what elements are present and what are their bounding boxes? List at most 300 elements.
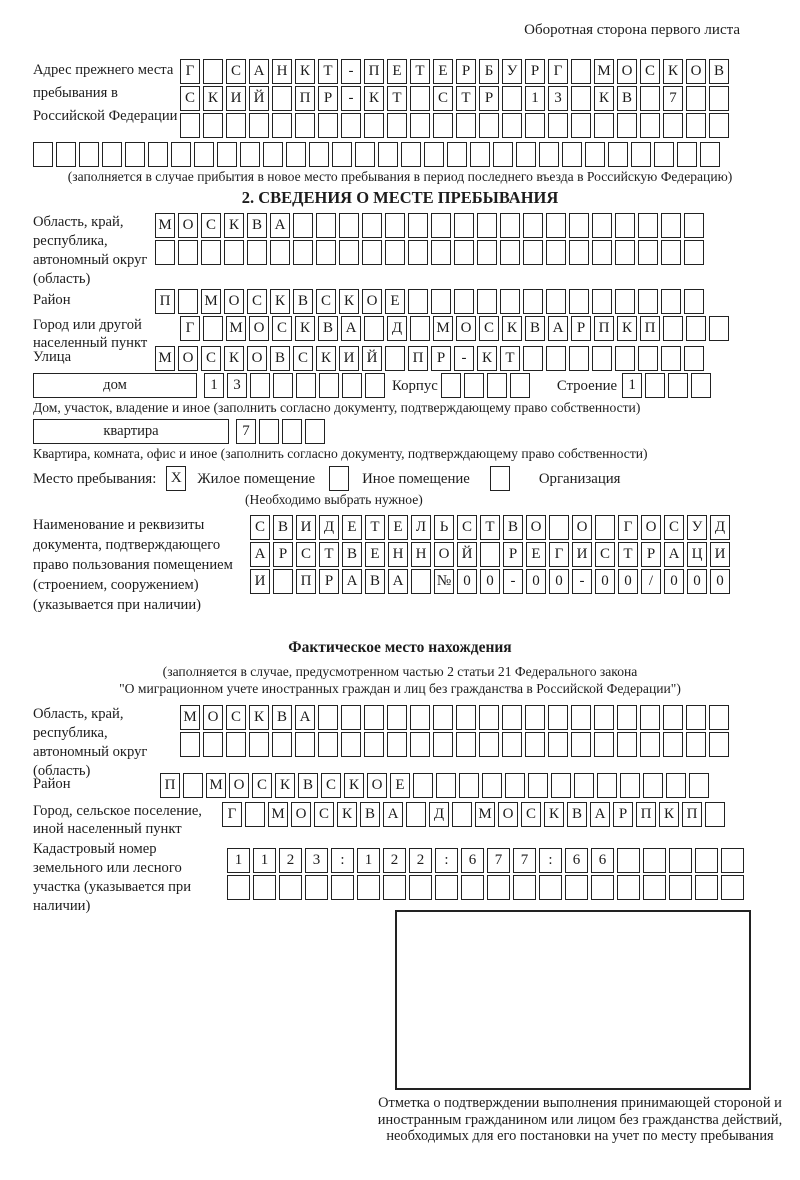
char-cell: К — [295, 59, 315, 84]
char-cell — [523, 346, 543, 371]
char-cell — [339, 213, 359, 238]
char-cell — [669, 875, 692, 900]
char-cell — [571, 732, 591, 757]
char-cell — [309, 142, 329, 167]
city-cells — [180, 316, 732, 341]
city2-row — [33, 802, 800, 838]
char-cell: В — [365, 569, 385, 594]
char-cell — [435, 875, 458, 900]
char-cell: П — [160, 773, 180, 798]
char-cell: И — [339, 346, 359, 371]
cadastral-block — [33, 840, 800, 920]
char-cell — [594, 705, 614, 730]
char-cell: К — [344, 773, 364, 798]
char-cell: В — [272, 705, 292, 730]
char-cell: Г — [549, 542, 569, 567]
char-cell — [549, 515, 569, 540]
char-cell: 0 — [687, 569, 707, 594]
char-cell — [502, 705, 522, 730]
char-cell — [249, 732, 269, 757]
region-block — [33, 213, 800, 289]
char-cell: 0 — [595, 569, 615, 594]
char-cell — [456, 113, 476, 138]
char-cell — [362, 240, 382, 265]
char-cell: А — [342, 569, 362, 594]
char-cell — [525, 705, 545, 730]
char-cell: О — [178, 213, 198, 238]
char-cell: Й — [362, 346, 382, 371]
char-cell — [316, 213, 336, 238]
house-box-label: дом — [33, 373, 197, 398]
char-cell — [479, 732, 499, 757]
char-cell — [709, 113, 729, 138]
char-cell — [638, 346, 658, 371]
char-cell: Б — [479, 59, 499, 84]
street-cells — [155, 346, 707, 371]
char-cell — [617, 848, 640, 873]
char-cell — [591, 875, 614, 900]
char-cell — [203, 732, 223, 757]
char-cell — [362, 213, 382, 238]
stay-type-note: (Необходимо выбрать нужное) — [245, 492, 423, 507]
char-cell — [546, 289, 566, 314]
char-cell: Г — [180, 316, 200, 341]
char-cell: Й — [249, 86, 269, 111]
char-cell: О — [572, 515, 592, 540]
char-cell: С — [226, 705, 246, 730]
cadastral-rows — [227, 840, 747, 902]
char-cell: С — [180, 86, 200, 111]
char-cell — [383, 875, 406, 900]
char-cell — [79, 142, 99, 167]
apartment-note: Квартира, комната, офис и иное (заполнить согласно документу, подтверждающему право собственности) — [33, 446, 648, 461]
char-cell — [226, 732, 246, 757]
char-cell — [227, 875, 250, 900]
char-cell — [640, 86, 660, 111]
char-cell — [709, 86, 729, 111]
char-cell: Й — [457, 542, 477, 567]
char-cell — [546, 213, 566, 238]
char-cell: 6 — [461, 848, 484, 873]
prev-address-block — [33, 59, 800, 140]
char-cell: Т — [319, 542, 339, 567]
char-cell — [240, 142, 260, 167]
char-cell — [608, 142, 628, 167]
char-cell: С — [247, 289, 267, 314]
char-cell: Р — [273, 542, 293, 567]
char-cell: Т — [500, 346, 520, 371]
char-cell: 1 — [204, 373, 224, 398]
char-cell — [638, 240, 658, 265]
char-cell: С — [314, 802, 334, 827]
char-cell: Ь — [434, 515, 454, 540]
char-cell: Г — [618, 515, 638, 540]
stay-type-label: Место пребывания: — [33, 471, 157, 487]
char-cell: А — [383, 802, 403, 827]
char-cell: П — [155, 289, 175, 314]
char-cell — [378, 142, 398, 167]
char-cell — [452, 802, 472, 827]
char-cell: К — [249, 705, 269, 730]
char-cell — [385, 346, 405, 371]
prev-address-rows — [180, 59, 732, 140]
char-cell — [250, 373, 270, 398]
char-cell: В — [360, 802, 380, 827]
char-cell — [355, 142, 375, 167]
char-cell — [194, 142, 214, 167]
char-cell — [180, 113, 200, 138]
char-cell — [592, 289, 612, 314]
char-cell: Е — [387, 59, 407, 84]
char-cell — [684, 346, 704, 371]
page-side-note: Оборотная сторона первого листа — [524, 22, 740, 38]
char-cell — [709, 705, 729, 730]
char-cell: К — [224, 346, 244, 371]
char-cell: Г — [180, 59, 200, 84]
char-cell — [341, 113, 361, 138]
char-cell: Р — [431, 346, 451, 371]
char-cell — [695, 875, 718, 900]
char-cell: : — [435, 848, 458, 873]
char-cell: Г — [222, 802, 242, 827]
char-cell — [620, 773, 640, 798]
char-cell — [305, 419, 325, 444]
char-cell: П — [640, 316, 660, 341]
char-cell: М — [226, 316, 246, 341]
char-cell — [286, 142, 306, 167]
char-cell — [663, 705, 683, 730]
apartment-cells — [236, 419, 328, 444]
char-cell — [539, 875, 562, 900]
char-cell — [500, 240, 520, 265]
char-cell: Н — [272, 59, 292, 84]
char-cell: Р — [613, 802, 633, 827]
document-rows — [250, 515, 733, 596]
char-cell: 0 — [526, 569, 546, 594]
char-cell — [410, 113, 430, 138]
char-cell — [617, 705, 637, 730]
char-cell — [661, 240, 681, 265]
char-cell — [180, 732, 200, 757]
char-cell: 0 — [549, 569, 569, 594]
char-cell: / — [641, 569, 661, 594]
char-cell: В — [617, 86, 637, 111]
region2-row2 — [180, 732, 732, 757]
document-row2 — [250, 542, 733, 567]
char-cell — [245, 802, 265, 827]
char-cell: В — [503, 515, 523, 540]
char-cell: К — [295, 316, 315, 341]
char-cell: О — [367, 773, 387, 798]
document-block — [33, 515, 800, 635]
char-cell — [293, 240, 313, 265]
char-cell — [684, 213, 704, 238]
actual-location-title: Фактическое место нахождения — [288, 639, 512, 656]
char-cell: Р — [525, 59, 545, 84]
char-cell — [513, 875, 536, 900]
char-cell: К — [663, 59, 683, 84]
other-premises-checkbox — [329, 466, 349, 491]
cadastral-label: Кадастровый номер земельного или лесного участка (указывается при наличии) — [33, 841, 192, 914]
char-cell — [643, 848, 666, 873]
char-cell: Р — [318, 86, 338, 111]
actual-location-note1: (заполняется в случае, предусмотренном частью 2 статьи 21 Федерального закона — [162, 664, 638, 679]
char-cell: С — [640, 59, 660, 84]
house-note: Дом, участок, владение и иное (заполнить согласно документу, подтверждающему право собственности) — [33, 400, 641, 415]
confirmation-stamp-box — [395, 910, 751, 1090]
prev-address-note: (заполняется в случае прибытия в новое место пребывания в период последнего въезда в Российскую Федерацию) — [67, 169, 733, 184]
section2-title: 2. СВЕДЕНИЯ О МЕСТЕ ПРЕБЫВАНИЯ — [241, 188, 559, 207]
char-cell — [569, 213, 589, 238]
char-cell — [505, 773, 525, 798]
char-cell — [424, 142, 444, 167]
char-cell — [203, 316, 223, 341]
char-cell: П — [408, 346, 428, 371]
char-cell — [364, 113, 384, 138]
char-cell — [148, 142, 168, 167]
char-cell: Р — [319, 569, 339, 594]
char-cell — [705, 802, 725, 827]
char-cell — [597, 773, 617, 798]
char-cell — [385, 213, 405, 238]
char-cell — [431, 289, 451, 314]
char-cell — [249, 113, 269, 138]
city2-cells — [222, 802, 728, 827]
char-cell: А — [249, 59, 269, 84]
char-cell — [666, 773, 686, 798]
char-cell: К — [502, 316, 522, 341]
char-cell: Г — [548, 59, 568, 84]
char-cell: С — [479, 316, 499, 341]
cadastral-row1 — [227, 848, 747, 873]
char-cell — [464, 373, 484, 398]
char-cell: К — [364, 86, 384, 111]
char-cell: О — [362, 289, 382, 314]
char-cell: Е — [390, 773, 410, 798]
prev-address-row1 — [180, 59, 732, 84]
char-cell — [709, 732, 729, 757]
char-cell: А — [341, 316, 361, 341]
char-cell: Р — [641, 542, 661, 567]
char-cell — [178, 289, 198, 314]
char-cell — [387, 705, 407, 730]
char-cell: О — [247, 346, 267, 371]
char-cell — [523, 289, 543, 314]
char-cell — [487, 875, 510, 900]
char-cell — [663, 316, 683, 341]
char-cell: М — [155, 213, 175, 238]
char-cell — [643, 875, 666, 900]
char-cell — [594, 113, 614, 138]
char-cell — [408, 213, 428, 238]
region-label: Область, край, республика, автономный округ (область) — [33, 214, 148, 287]
char-cell — [339, 240, 359, 265]
char-cell: В — [318, 316, 338, 341]
char-cell: В — [270, 346, 290, 371]
district-label: Район — [33, 292, 71, 308]
char-cell: М — [180, 705, 200, 730]
residential-label: Жилое помещение — [197, 471, 316, 487]
char-cell: С — [272, 316, 292, 341]
char-cell — [217, 142, 237, 167]
char-cell: 1 — [227, 848, 250, 873]
char-cell — [341, 705, 361, 730]
char-cell — [569, 346, 589, 371]
char-cell — [510, 373, 530, 398]
char-cell — [401, 142, 421, 167]
char-cell: 0 — [457, 569, 477, 594]
char-cell — [594, 732, 614, 757]
char-cell: 7 — [236, 419, 256, 444]
char-cell — [318, 705, 338, 730]
char-cell — [502, 113, 522, 138]
char-cell — [645, 373, 665, 398]
char-cell — [203, 113, 223, 138]
char-cell: С — [201, 346, 221, 371]
char-cell — [408, 289, 428, 314]
char-cell: О — [249, 316, 269, 341]
char-cell — [454, 213, 474, 238]
residential-checkbox: X — [166, 466, 186, 491]
char-cell: К — [477, 346, 497, 371]
district2-label: Район — [33, 776, 71, 792]
char-cell — [663, 732, 683, 757]
char-cell — [406, 802, 426, 827]
region2-row1 — [180, 705, 732, 730]
char-cell: У — [687, 515, 707, 540]
char-cell: Е — [342, 515, 362, 540]
char-cell: 1 — [253, 848, 276, 873]
char-cell: - — [454, 346, 474, 371]
char-cell — [410, 86, 430, 111]
char-cell — [409, 875, 432, 900]
char-cell: О — [203, 705, 223, 730]
char-cell: 3 — [227, 373, 247, 398]
char-cell — [684, 289, 704, 314]
char-cell — [686, 113, 706, 138]
char-cell: 2 — [409, 848, 432, 873]
char-cell — [296, 373, 316, 398]
char-cell — [502, 86, 522, 111]
char-cell: А — [388, 569, 408, 594]
char-cell — [461, 875, 484, 900]
char-cell — [410, 316, 430, 341]
char-cell — [677, 142, 697, 167]
char-cell: К — [203, 86, 223, 111]
char-cell: 1 — [525, 86, 545, 111]
char-cell — [592, 213, 612, 238]
char-cell — [247, 240, 267, 265]
char-cell — [689, 773, 709, 798]
char-cell: К — [337, 802, 357, 827]
char-cell — [615, 213, 635, 238]
char-cell: - — [572, 569, 592, 594]
char-cell: Р — [503, 542, 523, 567]
char-cell: В — [567, 802, 587, 827]
char-cell: Т — [318, 59, 338, 84]
char-cell: Е — [365, 542, 385, 567]
char-cell — [595, 515, 615, 540]
char-cell — [479, 705, 499, 730]
char-cell: С — [321, 773, 341, 798]
region-rows — [155, 213, 707, 267]
char-cell — [500, 213, 520, 238]
char-cell: О — [498, 802, 518, 827]
char-cell — [643, 773, 663, 798]
char-cell — [661, 346, 681, 371]
char-cell: Т — [410, 59, 430, 84]
district2-cells — [160, 773, 712, 798]
char-cell: 1 — [357, 848, 380, 873]
char-cell — [447, 142, 467, 167]
char-cell — [574, 773, 594, 798]
prev-address-row2 — [180, 86, 732, 111]
char-cell — [125, 142, 145, 167]
char-cell — [293, 213, 313, 238]
char-cell — [408, 240, 428, 265]
char-cell: А — [270, 213, 290, 238]
char-cell: П — [364, 59, 384, 84]
char-cell — [318, 113, 338, 138]
char-cell: С — [226, 59, 246, 84]
char-cell — [548, 732, 568, 757]
char-cell: : — [331, 848, 354, 873]
char-cell: Н — [388, 542, 408, 567]
char-cell: К — [316, 346, 336, 371]
char-cell — [272, 732, 292, 757]
document-label: Наименование и реквизиты документа, подтверждающего право пользования помещением (строением, сооружением) (указывается при наличии) — [33, 517, 233, 613]
char-cell — [226, 113, 246, 138]
char-cell: С — [293, 346, 313, 371]
char-cell — [551, 773, 571, 798]
char-cell — [459, 773, 479, 798]
char-cell — [585, 142, 605, 167]
char-cell: № — [434, 569, 454, 594]
char-cell: 0 — [480, 569, 500, 594]
stroenie-cells — [622, 373, 714, 398]
apartment-box-label: квартира — [33, 419, 229, 444]
char-cell — [615, 289, 635, 314]
region2-block — [33, 705, 800, 781]
char-cell: С — [316, 289, 336, 314]
char-cell: Е — [388, 515, 408, 540]
char-cell: О — [224, 289, 244, 314]
char-cell — [617, 113, 637, 138]
char-cell — [721, 875, 744, 900]
char-cell — [631, 142, 651, 167]
char-cell — [548, 113, 568, 138]
char-cell: Е — [526, 542, 546, 567]
char-cell: 0 — [618, 569, 638, 594]
char-cell — [502, 732, 522, 757]
char-cell: С — [433, 86, 453, 111]
char-cell: И — [710, 542, 730, 567]
region2-label: Область, край, республика, автономный округ (область) — [33, 706, 148, 779]
char-cell — [487, 373, 507, 398]
char-cell: Ц — [687, 542, 707, 567]
char-cell: К — [339, 289, 359, 314]
char-cell: М — [201, 289, 221, 314]
char-cell — [433, 732, 453, 757]
char-cell: Е — [433, 59, 453, 84]
char-cell — [565, 875, 588, 900]
char-cell — [411, 569, 431, 594]
char-cell: П — [295, 86, 315, 111]
char-cell: Н — [411, 542, 431, 567]
char-cell — [364, 316, 384, 341]
char-cell: И — [250, 569, 270, 594]
char-cell: У — [502, 59, 522, 84]
